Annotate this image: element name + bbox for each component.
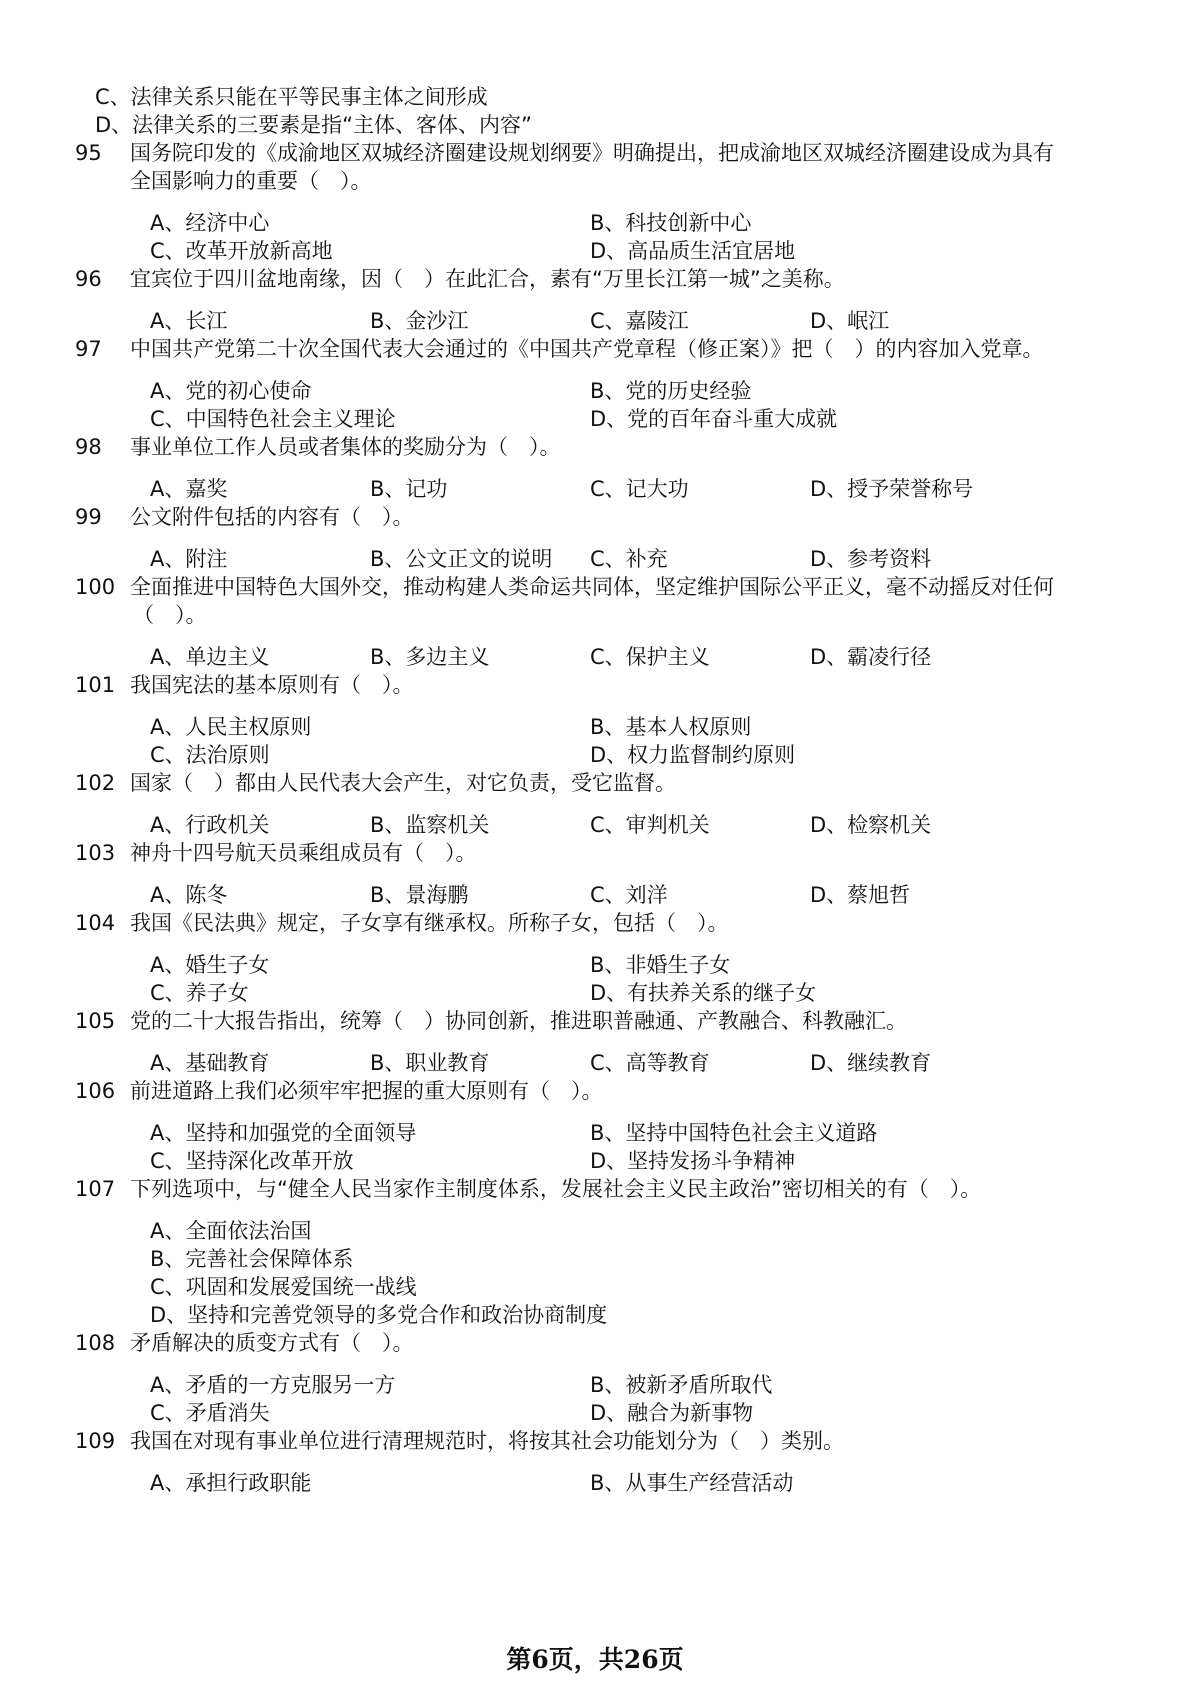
option-line: D、继续教育 — [810, 1051, 932, 1075]
option-line: B、完善社会保障体系 — [150, 1247, 354, 1271]
option-line: A、承担行政职能 — [150, 1471, 312, 1495]
option-line: C、坚持深化改革开放 — [150, 1149, 354, 1173]
question-text: 矛盾解决的质变方式有（ ）。 — [130, 1331, 414, 1355]
option-line: B、非婚生子女 — [590, 953, 731, 977]
option-line: A、党的初心使命 — [150, 379, 312, 403]
option-line: A、婚生子女 — [150, 953, 270, 977]
option-line: C、补充 — [590, 547, 668, 571]
question-text: 党的二十大报告指出，统筹（ ）协同创新，推进职普融通、产教融合、科教融汇。 — [130, 1009, 907, 1033]
option-line: C、改革开放新高地 — [150, 239, 333, 263]
option-line: C、养子女 — [150, 981, 249, 1005]
question-number: 102 — [75, 771, 116, 795]
question-text: 公文附件包括的内容有（ ）。 — [130, 505, 414, 529]
question-text: 全国影响力的重要（ ）。 — [130, 169, 372, 193]
option-line: A、矛盾的一方克服另一方 — [150, 1373, 396, 1397]
question-text: 前进道路上我们必须牢牢把握的重大原则有（ ）。 — [130, 1079, 603, 1103]
option-line: B、科技创新中心 — [590, 211, 752, 235]
question-text: 事业单位工作人员或者集体的奖励分为（ ）。 — [130, 435, 561, 459]
option-line: D、党的百年奋斗重大成就 — [590, 407, 838, 431]
option-line: B、坚持中国特色社会主义道路 — [590, 1121, 878, 1145]
question-text: 国家（ ）都由人民代表大会产生，对它负责，受它监督。 — [130, 771, 676, 795]
option-line: A、嘉奖 — [150, 477, 228, 501]
option-line: C、高等教育 — [590, 1051, 710, 1075]
option-line: B、多边主义 — [370, 645, 490, 669]
option-line: A、坚持和加强党的全面领导 — [150, 1121, 417, 1145]
question-number: 97 — [75, 337, 102, 361]
question-number: 108 — [75, 1331, 116, 1355]
question-text: 国务院印发的《成渝地区双城经济圈建设规划纲要》明确提出，把成渝地区双城经济圈建设成为具有 — [130, 141, 1054, 165]
question-text: 我国在对现有事业单位进行清理规范时，将按其社会功能划分为（ ）类别。 — [130, 1429, 844, 1453]
option-line: D、高品质生活宜居地 — [590, 239, 796, 263]
question-number: 106 — [75, 1079, 116, 1103]
option-line: D、法律关系的三要素是指“主体、客体、内容” — [95, 113, 532, 137]
option-line: A、全面依法治国 — [150, 1219, 312, 1243]
option-line: C、嘉陵江 — [590, 309, 689, 333]
option-line: B、记功 — [370, 477, 448, 501]
option-line: B、基本人权原则 — [590, 715, 752, 739]
option-line: A、陈冬 — [150, 883, 228, 907]
option-line: C、刘洋 — [590, 883, 668, 907]
option-line: A、人民主权原则 — [150, 715, 312, 739]
option-line: B、景海鹏 — [370, 883, 469, 907]
option-line: B、被新矛盾所取代 — [590, 1373, 773, 1397]
option-line: D、坚持和完善党领导的多党合作和政治协商制度 — [150, 1303, 608, 1327]
question-number: 99 — [75, 505, 102, 529]
option-line: D、检察机关 — [810, 813, 932, 837]
option-line: A、经济中心 — [150, 211, 270, 235]
question-number: 109 — [75, 1429, 116, 1453]
option-line: C、记大功 — [590, 477, 689, 501]
option-line: B、金沙江 — [370, 309, 469, 333]
option-line: B、从事生产经营活动 — [590, 1471, 794, 1495]
question-text: 我国宪法的基本原则有（ ）。 — [130, 673, 414, 697]
question-number: 103 — [75, 841, 116, 865]
option-line: A、长江 — [150, 309, 228, 333]
option-line: B、党的历史经验 — [590, 379, 752, 403]
option-line: A、单边主义 — [150, 645, 270, 669]
question-number: 100 — [75, 575, 116, 599]
question-text: 我国《民法典》规定，子女享有继承权。所称子女，包括（ ）。 — [130, 911, 729, 935]
option-line: C、巩固和发展爱国统一战线 — [150, 1275, 417, 1299]
question-number: 101 — [75, 673, 116, 697]
question-text: （ ）。 — [133, 603, 207, 627]
option-line: C、矛盾消失 — [150, 1401, 270, 1425]
option-line: C、保护主义 — [590, 645, 710, 669]
option-line: C、法律关系只能在平等民事主体之间形成 — [95, 85, 488, 109]
question-text: 宜宾位于四川盆地南缘，因（ ）在此汇合，素有“万里长江第一城”之美称。 — [130, 267, 845, 291]
option-line: D、岷江 — [810, 309, 890, 333]
option-line: D、权力监督制约原则 — [590, 743, 796, 767]
option-line: C、法治原则 — [150, 743, 270, 767]
option-line: D、有扶养关系的继子女 — [590, 981, 817, 1005]
option-line: C、审判机关 — [590, 813, 710, 837]
option-line: D、坚持发扬斗争精神 — [590, 1149, 796, 1173]
option-line: D、授予荣誉称号 — [810, 477, 974, 501]
option-line: B、公文正文的说明 — [370, 547, 553, 571]
option-line: D、参考资料 — [810, 547, 932, 571]
option-line: D、霸凌行径 — [810, 645, 932, 669]
question-number: 107 — [75, 1177, 116, 1201]
option-line: A、行政机关 — [150, 813, 270, 837]
option-line: D、融合为新事物 — [590, 1401, 754, 1425]
option-line: A、基础教育 — [150, 1051, 270, 1075]
question-number: 105 — [75, 1009, 116, 1033]
question-text: 神舟十四号航天员乘组成员有（ ）。 — [130, 841, 477, 865]
question-text: 中国共产党第二十次全国代表大会通过的《中国共产党章程（修正案）》把（ ）的内容加入党章。 — [130, 337, 1044, 361]
question-number: 98 — [75, 435, 102, 459]
option-line: C、中国特色社会主义理论 — [150, 407, 396, 431]
question-number: 104 — [75, 911, 116, 935]
question-number: 95 — [75, 141, 102, 165]
option-line: D、蔡旭哲 — [810, 883, 911, 907]
question-number: 96 — [75, 267, 102, 291]
option-line: B、职业教育 — [370, 1051, 490, 1075]
question-text: 下列选项中，与“健全人民当家作主制度体系，发展社会主义民主政治”密切相关的有（ ）。 — [130, 1177, 982, 1201]
question-text: 全面推进中国特色大国外交，推动构建人类命运共同体，坚定维护国际公平正义，毫不动摇反对任何 — [130, 575, 1054, 599]
page-number: 第6页，共26页 — [506, 1645, 684, 1674]
option-line: A、附注 — [150, 547, 228, 571]
option-line: B、监察机关 — [370, 813, 490, 837]
